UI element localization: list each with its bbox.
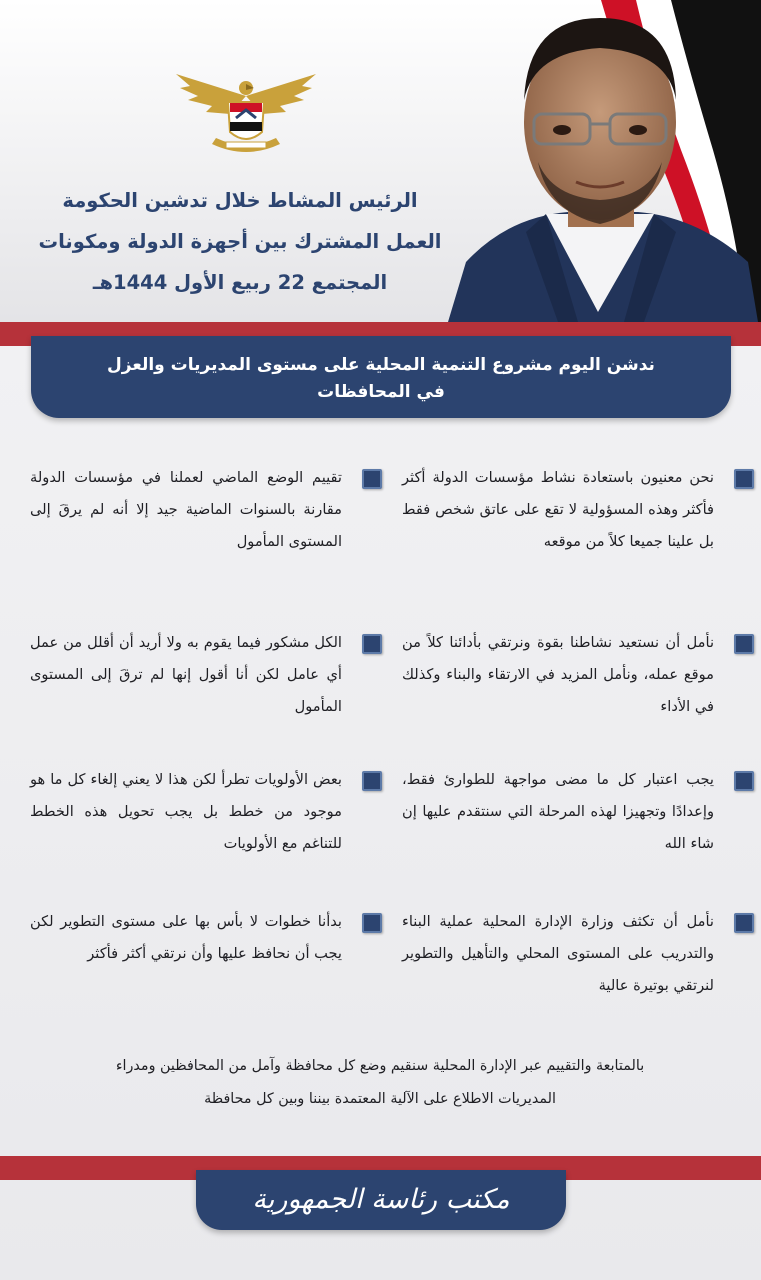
headline-line: المجتمع 22 ربيع الأول 1444هـ xyxy=(92,271,388,294)
headline xyxy=(20,180,460,303)
banner-line: ندشن اليوم مشروع التنمية المحلية على مستوى المديريات والعزل xyxy=(107,355,655,375)
subtitle-banner xyxy=(31,336,731,418)
bullet-text: يجب اعتبار كل ما مضى مواجهة للطوارئ فقط، وإعدادًا وتجهيزا لهذه المرحلة التي سنتقدم عليها إن شاء الله xyxy=(402,771,714,852)
bullet-item xyxy=(402,906,714,1002)
bullet-item xyxy=(30,764,342,860)
bullet-square-icon xyxy=(734,771,754,791)
bullet-square-icon xyxy=(362,469,382,489)
bullet-text: نأمل أن نستعيد نشاطنا بقوة ونرتقي بأدائنا كلاً من موقع عمله، ونأمل المزيد في الارتقاء والبناء وكذلك في الأداء xyxy=(402,634,714,715)
bullet-square-icon xyxy=(734,634,754,654)
headline-line: العمل المشترك بين أجهزة الدولة ومكونات xyxy=(38,230,442,253)
bullet-item xyxy=(30,906,342,970)
closing-line: المديريات الاطلاع على الآلية المعتمدة بيننا وبين كل محافظة xyxy=(204,1091,556,1107)
bullet-text: نأمل أن تكثف وزارة الإدارة المحلية عملية البناء والتدريب على المستوى المحلي والتأهيل والتطوير لنرتقي بوتيرة عالية xyxy=(402,913,714,994)
banner-line: في المحافظات xyxy=(317,382,445,402)
bullet-square-icon xyxy=(362,913,382,933)
bullet-item xyxy=(402,764,714,860)
bullet-square-icon xyxy=(362,771,382,791)
header xyxy=(0,0,761,322)
national-emblem-icon xyxy=(172,66,320,158)
bullet-text: الكل مشكور فيما يقوم به ولا أريد أن أقلل من عمل أي عامل لكن أنا أقول إنها لم ترقَ إلى المستوى المأمول xyxy=(30,634,342,715)
bullet-item xyxy=(30,462,342,558)
bullet-text: بدأنا خطوات لا بأس بها على مستوى التطوير لكن يجب أن نحافظ عليها وأن نرتقي أكثر فأكثر xyxy=(30,913,342,962)
bullet-text: تقييم الوضع الماضي لعملنا في مؤسسات الدولة مقارنة بالسنوات الماضية جيد إلا أنه لم يرقَ إلى المستوى المأمول xyxy=(30,469,342,550)
bullet-item xyxy=(402,627,714,723)
closing-line: بالمتابعة والتقييم عبر الإدارة المحلية سنقيم وضع كل محافظة وآمل من المحافظين ومدراء xyxy=(115,1058,645,1074)
bullet-item xyxy=(30,627,342,723)
presidential-office-logo: مكتب رئاسة الجمهورية xyxy=(252,1184,510,1215)
bullet-square-icon xyxy=(362,634,382,654)
president-portrait xyxy=(448,12,758,322)
bullet-text: نحن معنيون باستعادة نشاط مؤسسات الدولة أكثر فأكثر وهذه المسؤولية لا تقع على عاتق شخص فقط بل علينا جميعا كلاً من موقعه xyxy=(402,469,714,550)
bullet-item xyxy=(402,462,714,558)
closing-paragraph xyxy=(40,1050,720,1116)
bullet-square-icon xyxy=(734,469,754,489)
bullet-square-icon xyxy=(734,913,754,933)
bullet-text: بعض الأولويات تطرأ لكن هذا لا يعني إلغاء كل ما هو موجود من خطط بل يجب تحويل هذه الخطط للتناغم مع الأولويات xyxy=(30,771,342,852)
headline-line: الرئيس المشاط خلال تدشين الحكومة xyxy=(62,189,418,212)
footer-logo-bar xyxy=(196,1170,566,1230)
